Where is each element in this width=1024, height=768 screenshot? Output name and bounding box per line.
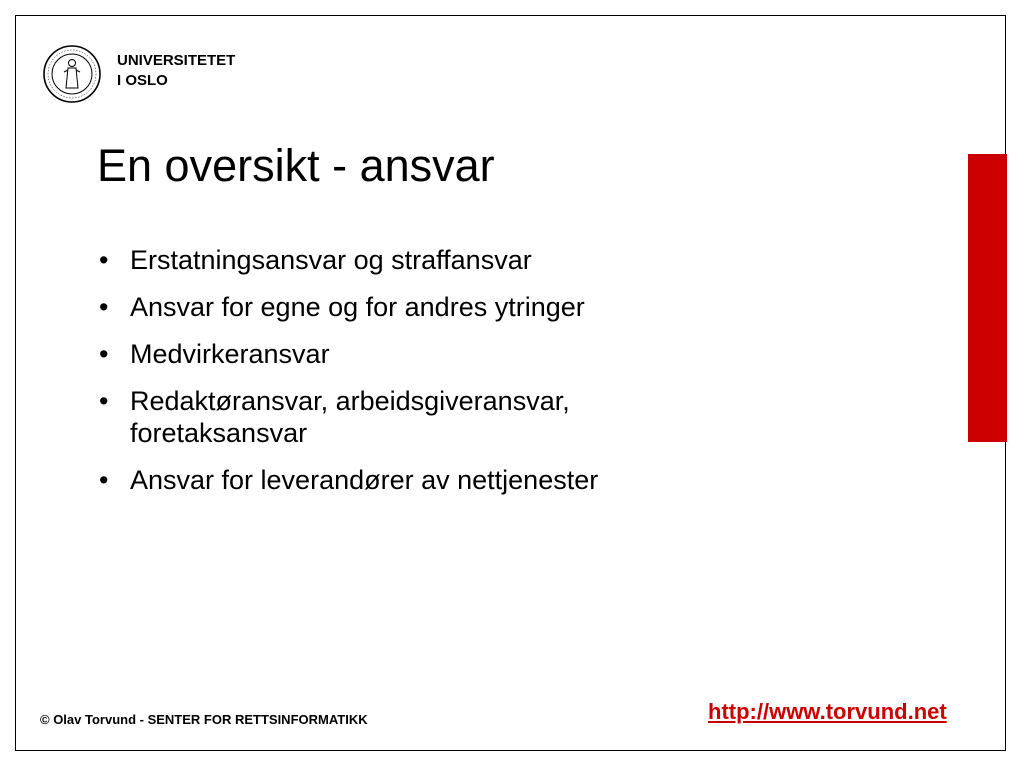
red-accent-bar — [968, 154, 1007, 442]
slide-title: En oversikt - ansvar — [97, 140, 495, 191]
logo-line-1: UNIVERSITETET — [117, 52, 236, 69]
bullet-item: • Ansvar for egne og for andres ytringer — [97, 291, 917, 323]
bullet-item: • Ansvar for leverandører av nettjenester — [97, 464, 917, 496]
bullet-item: • Redaktøransvar, arbeidsgiveransvar, foretaksansvar — [97, 385, 917, 449]
footer-website-link[interactable]: http://www.torvund.net — [708, 699, 947, 724]
bullet-item: • Erstatningsansvar og straffansvar — [97, 244, 917, 276]
footer-copyright: © Olav Torvund - SENTER FOR RETTSINFORMATIKK — [40, 712, 368, 727]
bullet-item: • Medvirkeransvar — [97, 338, 917, 370]
logo-line-2: I OSLO — [117, 72, 168, 89]
university-logo-text — [117, 51, 235, 91]
university-seal-icon — [42, 44, 102, 104]
bullet-list — [97, 244, 917, 511]
